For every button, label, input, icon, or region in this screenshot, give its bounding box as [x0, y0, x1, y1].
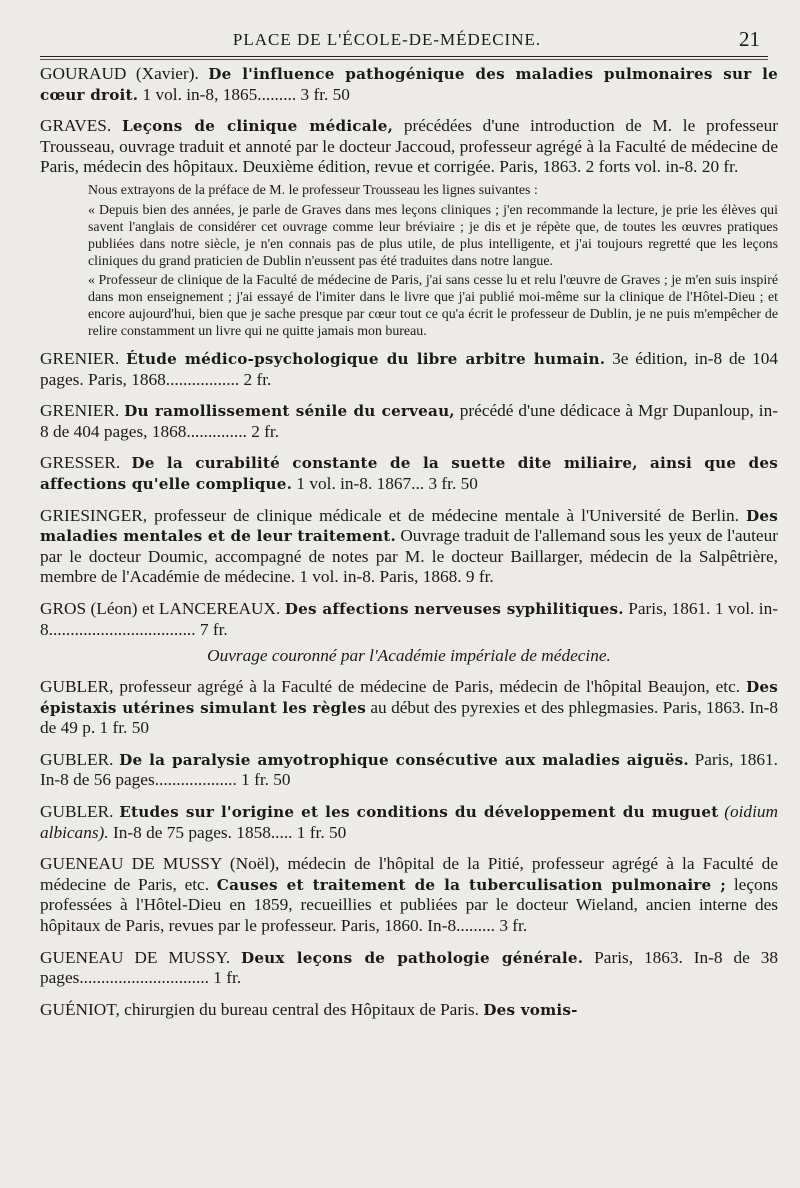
award-note: Ouvrage couronné par l'Académie impériale de médecine. [207, 646, 611, 666]
header-rule [40, 56, 768, 57]
entry-details: leçons professées à l'Hôtel-Dieu en 1859, recueillies et publiées par le docteur Wieland, ancien interne des hôpitaux de Paris, revues par le professeur. Paris, 1860. In-8......... [40, 874, 778, 936]
quote-paragraph: « Depuis bien des années, je parle de Graves dans mes leçons cliniques ; j'en recommande la lecture, je prie les élèves qui savent l'anglais de considérer cet ouvrage comme leur bréviaire ; je dis et je répète que, de toutes les œuvres pratiques publiées dans notre siècle, je n'en connais pas de plus utile, de plus intelligente, et j'ai toujours regretté que les leçons cliniques du grand praticien de Dublin n'eussent pas été traduites dans notre langue. [88, 202, 778, 269]
entry-title-italic: (oidium albicans). [40, 802, 778, 842]
entry-title: Leçons de clinique médicale, [121, 117, 394, 136]
entry-price: 1 fr. 50 [241, 770, 291, 790]
entry-grenier-1 [40, 349, 778, 390]
entry-details: Paris, 1861. In-8 de 56 pages................... [40, 749, 779, 790]
entry-grenier-2 [40, 401, 778, 442]
entry-title: Des affections nerveuses syphilitiques. [284, 599, 624, 618]
catalogue-content [40, 64, 778, 1031]
entry-pre-title: médecin de l'hôpital de la Pitié, professeur agrégé à la Faculté de médecine de Paris, etc. [40, 854, 778, 894]
entry-gresser [40, 453, 778, 494]
running-head [40, 0, 774, 54]
entry-author: GOURAUD (Xavier). [40, 64, 199, 83]
entry-title: De la paralysie amyotrophique consécutive aux maladies aiguës. [119, 750, 689, 769]
entry-details: Paris, 1861. 1 vol. in-8.................................. [40, 598, 778, 639]
entry-title: De la curabilité constante de la suette dite miliaire, ainsi que des affections qu'elle complique. [40, 454, 778, 493]
entry-details: 1 vol. in-8, 1865......... [142, 84, 297, 104]
entry-price: 3 fr. 50 [428, 473, 478, 493]
entry-title: Du ramollissement sénile du cerveau, [124, 402, 455, 421]
entry-price: 3 fr. [499, 916, 528, 936]
entry-author: GUBLER, [40, 677, 114, 697]
entry-author: GUENEAU DE MUSSY. [40, 947, 231, 967]
entry-details: 1 vol. in-8. 1867... [296, 473, 425, 493]
entry-title: Étude médico-psychologique du libre arbitre humain. [126, 349, 606, 368]
entry-details: Ouvrage traduit de l'allemand sous les yeux de l'auteur par le docteur Doumic, accompagné de notes par M. le docteur Baillarger, médecin de la Salpêtrière, membre de l'Académie de médecine. 1 vol. in-8. Paris, 1868. [40, 526, 778, 587]
entry-author: GRIESINGER, [40, 505, 148, 525]
entry-griesinger [40, 506, 778, 588]
entry-author: GUBLER. [40, 802, 114, 822]
entry-price: 2 fr. [243, 369, 272, 389]
entry-title: Etudes sur l'origine et les conditions du développement du muguet [119, 803, 719, 822]
entry-details: précédées d'une introduction de M. le professeur Trousseau, ouvrage traduit et annoté par le docteur Jaccoud, professeur agrégé à la Faculté de médecine de Paris, médecin des hôpitaux. Deuxième édition, revue et corrigée. Paris, 1863. 2 forts vol. in-8. [40, 116, 778, 177]
entry-details: 3e édition, in-8 de 104 pages. Paris, 1868................. [40, 348, 779, 389]
entry-author: GROS (Léon) et LANCEREAUX. [40, 598, 281, 618]
entry-author: GRENIER. [40, 348, 120, 368]
entry-price: 2 fr. [251, 421, 280, 441]
entry-author: GUENEAU DE MUSSY (Noël), [40, 854, 280, 874]
entry-author: GRENIER. [40, 401, 120, 421]
entry-gueniot [40, 1000, 778, 1021]
quote-intro: Nous extrayons de la préface de M. le professeur Trousseau les lignes suivantes : [88, 182, 538, 198]
header-rule-thin [40, 59, 768, 60]
entry-author: GRESSER. [40, 453, 121, 473]
running-title: PLACE DE L'ÉCOLE-DE-MÉDECINE. [232, 30, 542, 49]
entry-title: De l'influence pathogénique des maladies pulmonaires sur le cœur droit. [40, 65, 778, 104]
entry-price: 1 fr. [213, 968, 242, 988]
entry-gubler-2 [40, 750, 778, 791]
entry-price: 7 fr. [199, 619, 228, 639]
entry-title: Deux leçons de pathologie générale. [240, 948, 584, 967]
entry-price: 9 fr. [465, 567, 494, 587]
entry-pre-title: professeur agrégé à la Faculté de médecine de Paris, médecin de l'hôpital Beaujon, etc. [119, 677, 741, 697]
entry-details: précédé d'une dédicace à Mgr Dupanloup, in-8 de 404 pages, 1868.............. [40, 401, 778, 441]
entry-gubler-3 [40, 802, 778, 843]
quote-paragraph: « Professeur de clinique de la Faculté de médecine de Paris, j'ai sans cesse lu et relu l'œuvre de Graves ; je m'en suis inspiré dans mon enseignement ; j'ai essayé de l'imiter dans le livre que j'ai publié moi-même sur la clinique de l'Hôtel-Dieu ; et encore aujourd'hui, bien que je sache presque par cœur tout ce qu'a écrit le professeur de Dublin, je ne puis m'empêcher de relire constamment un livre qui ne quitte jamais mon bureau. [88, 272, 778, 339]
entry-price: 1 fr. 50 [296, 822, 347, 842]
entry-details: au début des pyrexies et des phlegmasies. Paris, 1863. In-8 de 49 p. [40, 697, 778, 738]
entry-title: Causes et traitement de la tuberculisation pulmonaire ; [216, 875, 727, 894]
entry-price: 3 fr. 50 [300, 84, 350, 104]
entry-price: 1 fr. 50 [99, 718, 149, 738]
entry-gouraud [40, 64, 778, 105]
entry-author: GUÉNIOT, [40, 999, 120, 1019]
entry-gubler-1 [40, 677, 778, 739]
entry-pre-title: professeur de clinique médicale et de médecine mentale à l'Université de Berlin. [154, 505, 739, 525]
entry-details: Paris, 1863. In-8 de 38 pages.............................. [40, 947, 778, 988]
entry-price: 20 fr. [701, 157, 739, 177]
entry-title: Des vomis- [483, 1000, 578, 1019]
entry-details: In-8 de 75 pages. 1858..... [112, 822, 293, 842]
entry-author: GRAVES. [40, 116, 112, 136]
entry-title: Des épistaxis utérines simulant les règles [40, 678, 778, 717]
entry-pre-title: chirurgien du bureau central des Hôpitaux de Paris. [124, 999, 479, 1019]
entry-author: GUBLER. [40, 749, 114, 769]
entry-gros [40, 599, 778, 640]
entry-title: Des maladies mentales et de leur traitement. [40, 506, 778, 546]
page-number: 21 [739, 27, 760, 51]
entry-graves [40, 116, 778, 178]
entry-gueneau-1 [40, 854, 778, 936]
entry-gueneau-2 [40, 948, 778, 989]
